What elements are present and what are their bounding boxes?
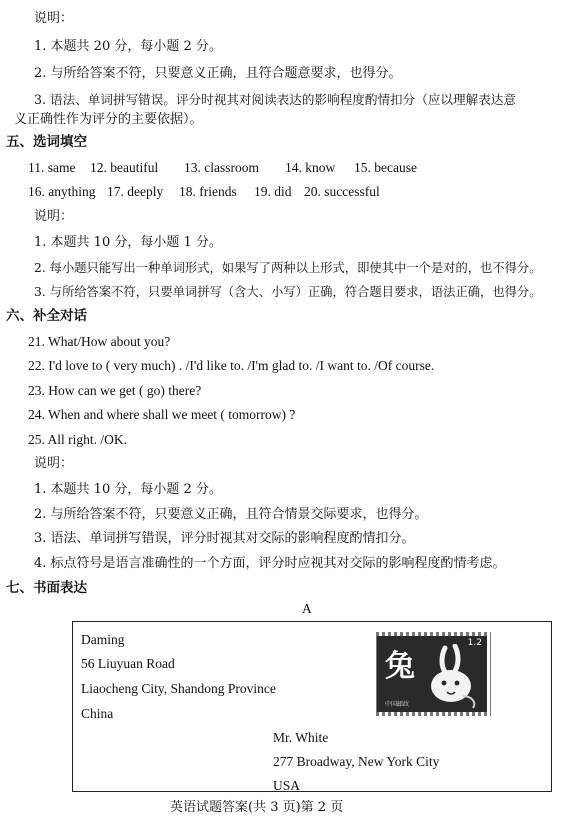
dialog-answer: 23. How can we get ( go) there? bbox=[28, 383, 202, 398]
note-title: 说明： bbox=[34, 209, 74, 224]
postage-stamp bbox=[373, 632, 491, 716]
note-item: 3. 与所给答案不符，只要单词拼写（含大、小写）正确，符合题目要求，语法正确，也得分。 bbox=[34, 285, 542, 299]
rabbit-icon bbox=[423, 644, 483, 710]
recipient-name: Mr. White bbox=[273, 730, 329, 745]
answer-item: 14. know bbox=[285, 160, 336, 175]
answer-item: 11. same bbox=[28, 160, 76, 175]
stamp-caption: 中国邮政 bbox=[385, 701, 410, 708]
stamp-glyph: 兔 bbox=[385, 649, 415, 684]
page-footer: 英语试题答案(共 3 页)第 2 页 bbox=[170, 800, 344, 815]
answer-item: 12. beautiful bbox=[90, 160, 159, 175]
note-title: 说明： bbox=[34, 11, 74, 26]
dialog-answer: 25. All right. /OK. bbox=[28, 432, 128, 447]
sub-label: A bbox=[302, 601, 312, 616]
note-item: 1. 本题共 20 分，每小题 2 分。 bbox=[34, 39, 222, 54]
section-heading: 五、选词填空 bbox=[6, 134, 87, 150]
note-item: 3. 语法、单词拼写错误。评分时视其对阅读表达的影响程度酌情扣分（应以理解表达意 bbox=[34, 92, 516, 107]
sender-street: 56 Liuyuan Road bbox=[81, 656, 175, 671]
note-item: 2. 与所给答案不符，只要意义正确，且符合题意要求，也得分。 bbox=[34, 66, 402, 81]
answer-item: 13. classroom bbox=[184, 160, 259, 175]
sender-country: China bbox=[81, 706, 114, 721]
recipient-street: 277 Broadway, New York City bbox=[273, 754, 440, 769]
answer-item: 20. successful bbox=[304, 184, 380, 199]
answer-row bbox=[28, 160, 528, 176]
answer-item: 17. deeply bbox=[107, 184, 164, 199]
note-item: 1. 本题共 10 分，每小题 1 分。 bbox=[34, 235, 222, 250]
sender-city: Liaocheng City, Shandong Province bbox=[81, 681, 276, 696]
recipient-country: USA bbox=[273, 778, 301, 793]
note-item: 2. 与所给答案不符，只要意义正确，且符合情景交际要求，也得分。 bbox=[34, 507, 428, 522]
note-item: 2. 每小题只能写出一种单词形式，如果写了两种以上形式，即使其中一个是对的，也不得分。 bbox=[34, 261, 542, 275]
note-item: 3. 语法、单词拼写错误，评分时视其对交际的影响程度酌情扣分。 bbox=[34, 531, 415, 546]
dialog-answer: 24. When and where shall we meet ( tomorrow) ? bbox=[28, 407, 296, 422]
envelope bbox=[72, 621, 552, 792]
answer-item: 19. did bbox=[254, 184, 292, 199]
dialog-answer: 22. I'd love to ( very much) . /I'd like to. /I'm glad to. /I want to. /Of course. bbox=[28, 358, 435, 373]
answer-item: 15. because bbox=[354, 160, 417, 175]
dialog-answer: 21. What/How about you? bbox=[28, 334, 171, 349]
section-heading: 六、补全对话 bbox=[6, 308, 87, 324]
note-title: 说明： bbox=[34, 456, 74, 471]
answer-item: 16. anything bbox=[28, 184, 96, 199]
note-item: 4. 标点符号是语言准确性的一个方面，评分时应视其对交际的影响程度酌情考虑。 bbox=[34, 556, 506, 571]
answer-item: 18. friends bbox=[179, 184, 237, 199]
stamp-value: 1.2 bbox=[467, 638, 482, 648]
section-heading: 七、书面表达 bbox=[6, 580, 87, 596]
answer-row bbox=[28, 184, 528, 200]
note-item-continued: 义正确性作为评分的主要依据）。 bbox=[14, 112, 203, 127]
note-item: 1. 本题共 10 分，每小题 2 分。 bbox=[34, 482, 222, 497]
sender-name: Daming bbox=[81, 632, 125, 647]
